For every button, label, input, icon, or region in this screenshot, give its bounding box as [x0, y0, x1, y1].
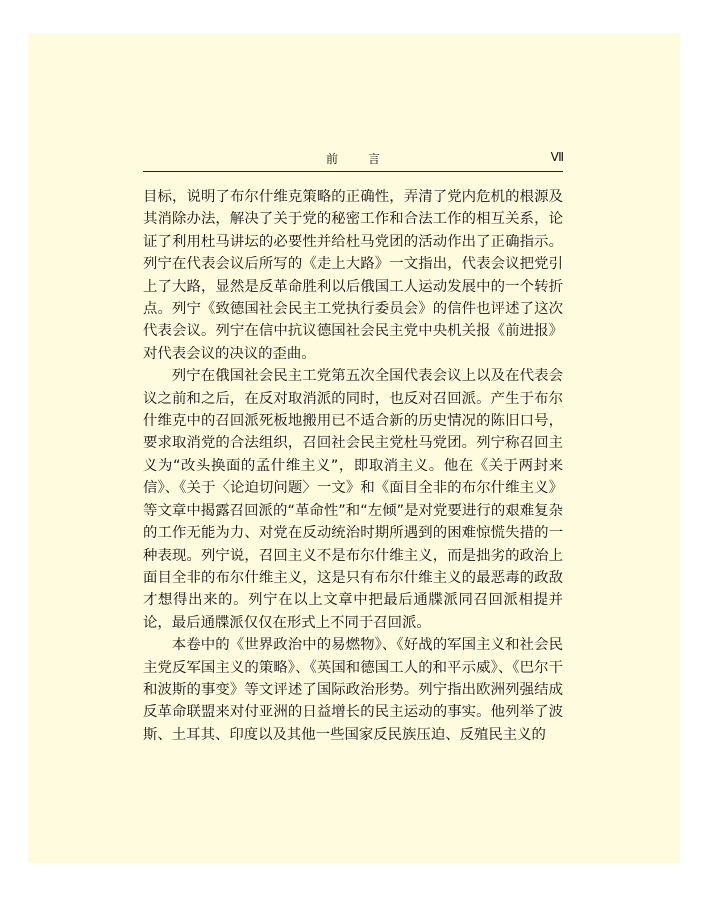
paragraph-2: 列宁在俄国社会民主工党第五次全国代表会议上以及在代表会议之前和之后，在反对取消派的同时，也反对召回派。产生于布尔什维克中的召回派死板地搬用已不适合新的历史情况的陈旧口号，要求取消党的合法组织，召回社会民主党杜马党团。列宁称召回主义为“改头换面的孟什维主义”，即取消主义。他在《关于两封来信》、《关于〈论迫切问题〉一文》和《面目全非的布尔什维主义》等文章中揭露召回派的“革命性”和“左倾”是对党要进行的艰难复杂的工作无能为力、对党在反动统治时期所遇到的困难惊慌失措的一种表现。列宁说，召回主义不是布尔什维主义，而是拙劣的政治上面目全非的布尔什维主义，这是只有布尔什维主义的最恶毒的政敌才想得出来的。列宁在以上文章中把最后通牒派同召回派相提并论，最后通牒派仅仅在形式上不同于召回派。 — [143, 368, 563, 631]
running-header — [143, 149, 563, 172]
paragraph-1: 目标，说明了布尔什维克策略的正确性，弄清了党内危机的根源及其消除办法，解决了关于党的秘密工作和合法工作的相互关系，论证了利用杜马讲坛的必要性并给杜马党团的活动作出了正确指示。列宁在代表会议后所写的《走上大路》一文指出，代表会议把党引上了大路，显然是反革命胜利以后俄国工人运动发展中的一个转折点。列宁《致德国社会民主工党执行委员会》的信件也评述了这次代表会议。列宁在信中抗议德国社会民主党中央机关报《前进报》对代表会议的决议的歪曲。 — [143, 189, 563, 362]
paragraph-3: 本卷中的《世界政治中的易燃物》、《好战的军国主义和社会民主党反军国主义的策略》、《英国和德国工人的和平示威》、《巴尔干和波斯的事变》等文评述了国际政治形势。列宁指出欧洲列强结成反革命联盟来对付亚洲的日益增长的民主运动的事实。他列举了波斯、土耳其、印度以及其他一些国家反民族压迫、反殖民主义的 — [143, 637, 563, 743]
body-text — [143, 186, 563, 746]
page-number: Ⅶ — [550, 150, 563, 164]
header-title: 前言 — [325, 152, 410, 166]
